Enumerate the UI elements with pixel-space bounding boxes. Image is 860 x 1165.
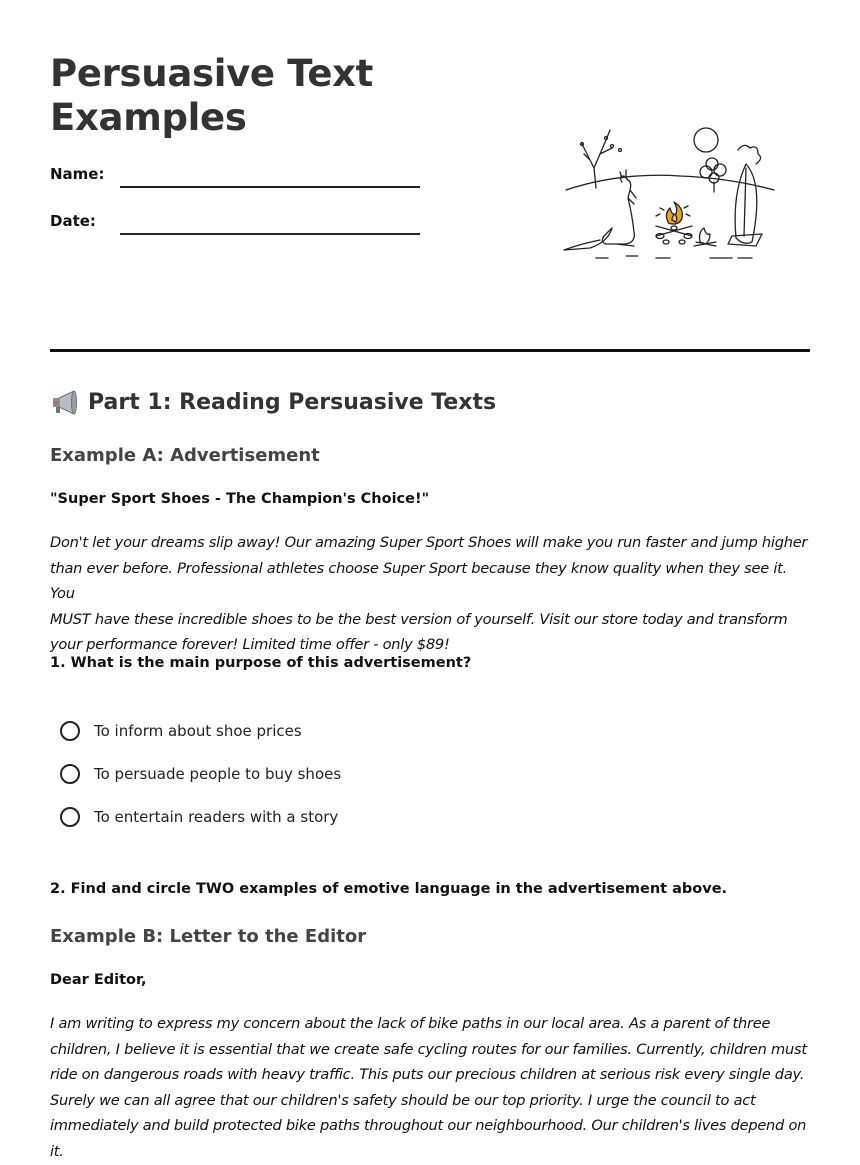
part1-heading <box>50 389 496 415</box>
radio-button[interactable] <box>60 807 80 827</box>
worksheet-page <box>50 0 810 1161</box>
paragraph-line: your performance forever! Limited time offer - only $89! <box>50 636 450 654</box>
paragraph-line: ride on dangerous roads with heavy traffic. This puts our precious children at serious risk every single day. <box>50 1066 805 1084</box>
part1-heading-text: Part 1: Reading Persuasive Texts <box>88 389 497 415</box>
question-1: 1. What is the main purpose of this advertisement? <box>50 655 472 671</box>
paragraph-line: MUST have these incredible shoes to be the best version of yourself. Visit our store today and transform <box>50 610 788 628</box>
outback-scene-illustration <box>560 124 780 266</box>
radio-button[interactable] <box>60 764 80 784</box>
title-line-1: Persuasive Text <box>50 52 374 95</box>
letter-salutation: Dear Editor, <box>50 972 147 988</box>
date-label: Date: <box>50 212 96 230</box>
paragraph-line: it. <box>50 1142 64 1160</box>
example-b-heading: Example B: Letter to the Editor <box>50 926 367 947</box>
answer-option[interactable] <box>60 807 338 827</box>
advertisement-text <box>50 530 812 658</box>
paragraph-line: Surely we can all agree that our children's safety should be our top priority. I urge the council to act <box>50 1091 756 1109</box>
answer-option[interactable] <box>60 721 302 741</box>
paragraph-line: I am writing to express my concern about the lack of bike paths in our local area. As a parent of three <box>50 1015 771 1032</box>
megaphone-icon <box>50 389 80 415</box>
option-label: To inform about shoe prices <box>94 722 302 740</box>
paragraph-line: than ever before. Professional athletes choose Super Sport because they know quality when they see it. You <box>50 559 788 603</box>
name-field[interactable] <box>120 186 420 188</box>
advertisement-headline: "Super Sport Shoes - The Champion's Choice!" <box>50 491 430 507</box>
page-title <box>50 52 410 140</box>
paragraph-line: immediately and build protected bike paths throughout our neighbourhood. Our children's lives depend on <box>50 1117 807 1135</box>
name-label: Name: <box>50 165 105 183</box>
option-label: To entertain readers with a story <box>94 808 339 826</box>
letter-text <box>50 1011 812 1165</box>
answer-option[interactable] <box>60 764 341 784</box>
paragraph-line: Don't let your dreams slip away! Our amazing Super Sport Shoes will make you run faster and jump higher <box>50 534 808 551</box>
date-field[interactable] <box>120 233 420 235</box>
section-divider <box>50 349 810 352</box>
question-2: 2. Find and circle TWO examples of emotive language in the advertisement above. <box>50 881 728 897</box>
option-label: To persuade people to buy shoes <box>94 765 342 783</box>
paragraph-line: children, I believe it is essential that we create safe cycling routes for our families. Currently, children must <box>50 1040 807 1058</box>
radio-button[interactable] <box>60 721 80 741</box>
title-line-2: Examples <box>50 96 247 139</box>
example-a-heading: Example A: Advertisement <box>50 445 320 466</box>
